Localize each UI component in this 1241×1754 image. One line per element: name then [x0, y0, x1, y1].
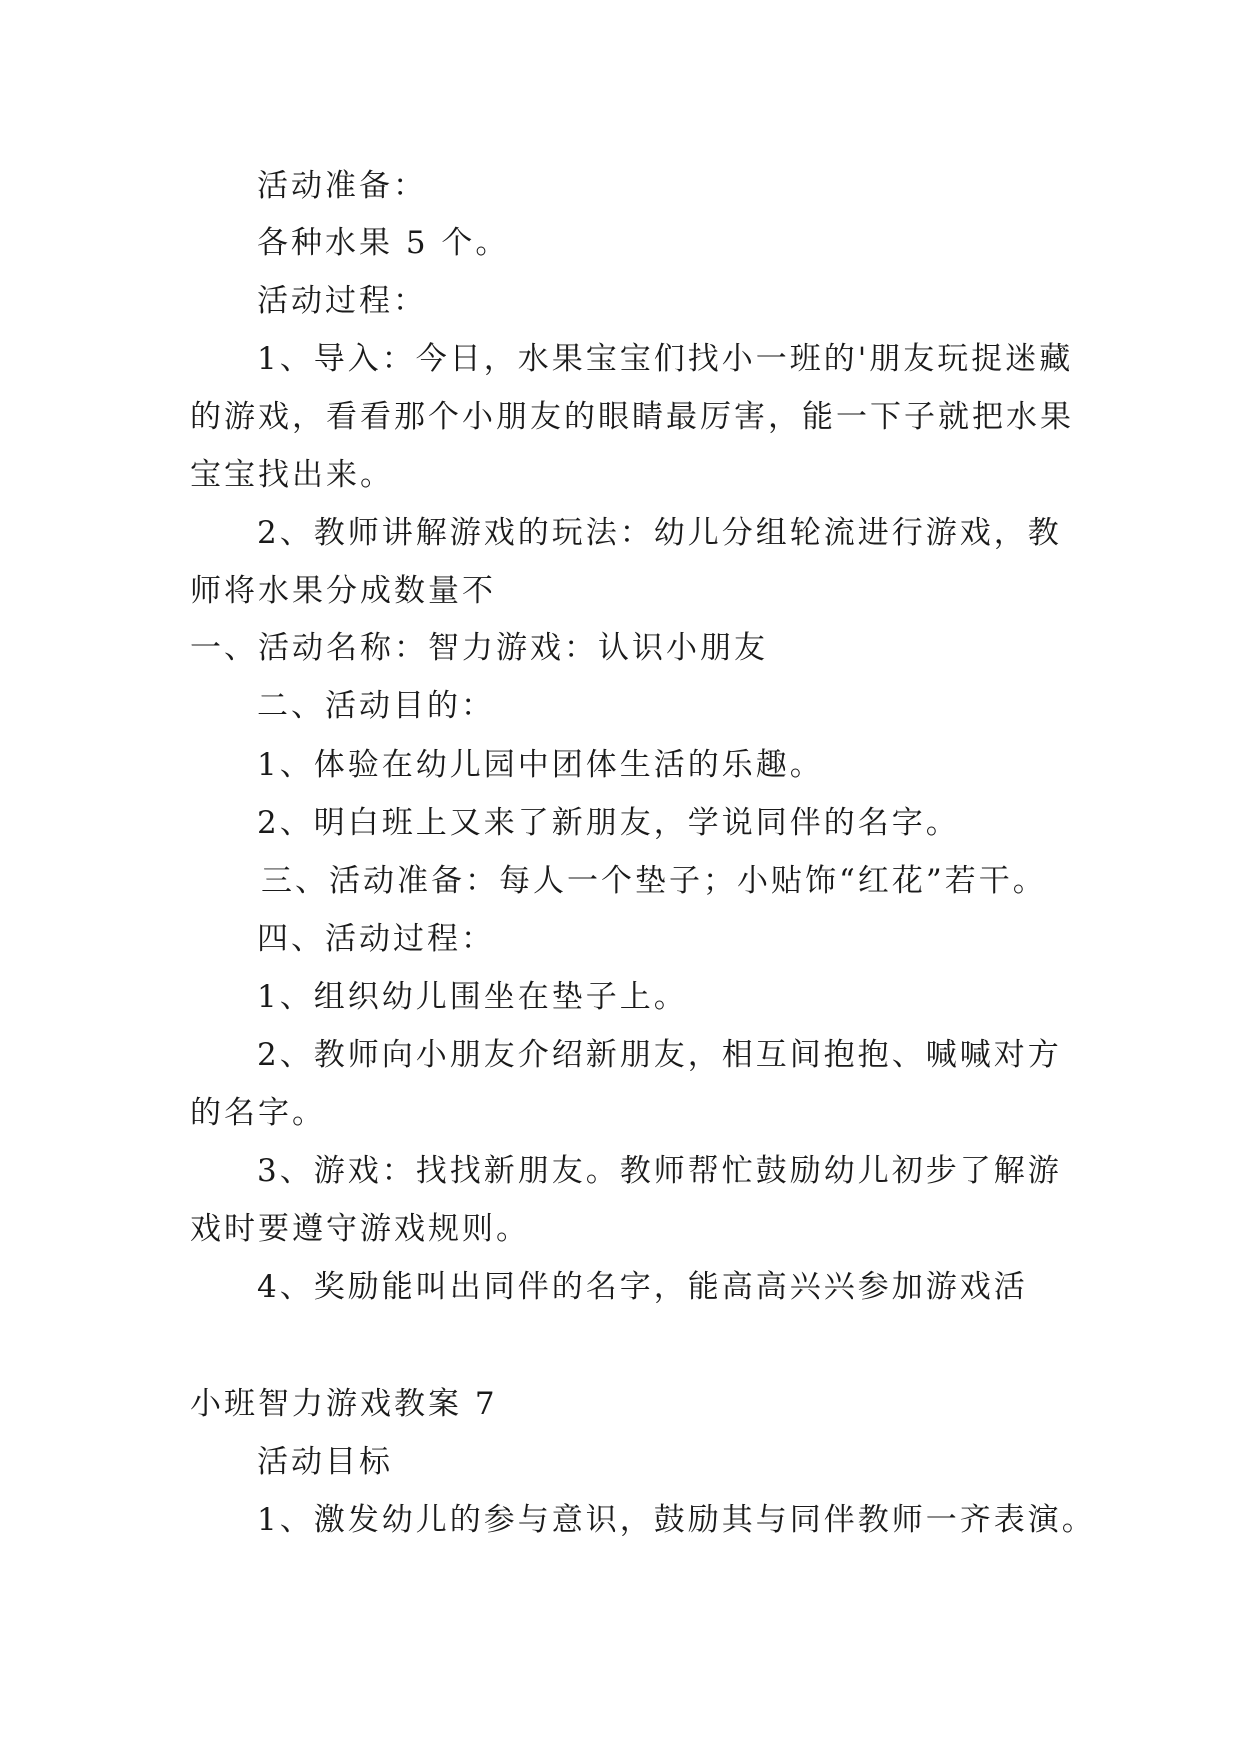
section-heading: 一、活动名称：智力游戏：认识小朋友	[190, 630, 768, 666]
text-line: 3、游戏：找找新朋友。教师帮忙鼓励幼儿初步了解游	[257, 1153, 1062, 1189]
text-line: 2、明白班上又来了新朋友，学说同伴的名字。	[257, 805, 960, 841]
text-line: 师将水果分成数量不	[190, 573, 496, 609]
text-line: 活动准备：	[257, 168, 427, 204]
text-line: 2、教师讲解游戏的玩法：幼儿分组轮流进行游戏，教	[257, 515, 1062, 551]
text-line: 三、活动准备：每人一个垫子；小贴饰“红花”若干。	[261, 863, 1047, 899]
text-line: 活动过程：	[257, 283, 427, 319]
text-line: 1、体验在幼儿园中团体生活的乐趣。	[257, 747, 824, 783]
text-line: 四、活动过程：	[257, 921, 495, 957]
text-line: 1、组织幼儿围坐在垫子上。	[257, 979, 688, 1015]
text-line: 二、活动目的：	[257, 688, 495, 724]
text-line: 的名字。	[190, 1095, 326, 1131]
section-title: 小班智力游戏教案 7	[190, 1386, 498, 1422]
text-line: 1、导入：今日，水果宝宝们找小一班的'朋友玩捉迷藏	[257, 341, 1074, 377]
text-line: 的游戏，看看那个小朋友的眼睛最厉害，能一下子就把水果	[190, 399, 1074, 435]
text-line: 宝宝找出来。	[190, 457, 394, 493]
text-line: 2、教师向小朋友介绍新朋友，相互间抱抱、喊喊对方	[257, 1037, 1062, 1073]
text-line: 各种水果 5 个。	[257, 225, 510, 261]
text-line: 戏时要遵守游戏规则。	[190, 1211, 530, 1247]
text-line: 1、激发幼儿的参与意识，鼓励其与同伴教师一齐表演。	[257, 1502, 1096, 1538]
text-line: 活动目标	[257, 1444, 393, 1480]
text-line: 4、奖励能叫出同伴的名字，能高高兴兴参加游戏活	[257, 1269, 1028, 1305]
